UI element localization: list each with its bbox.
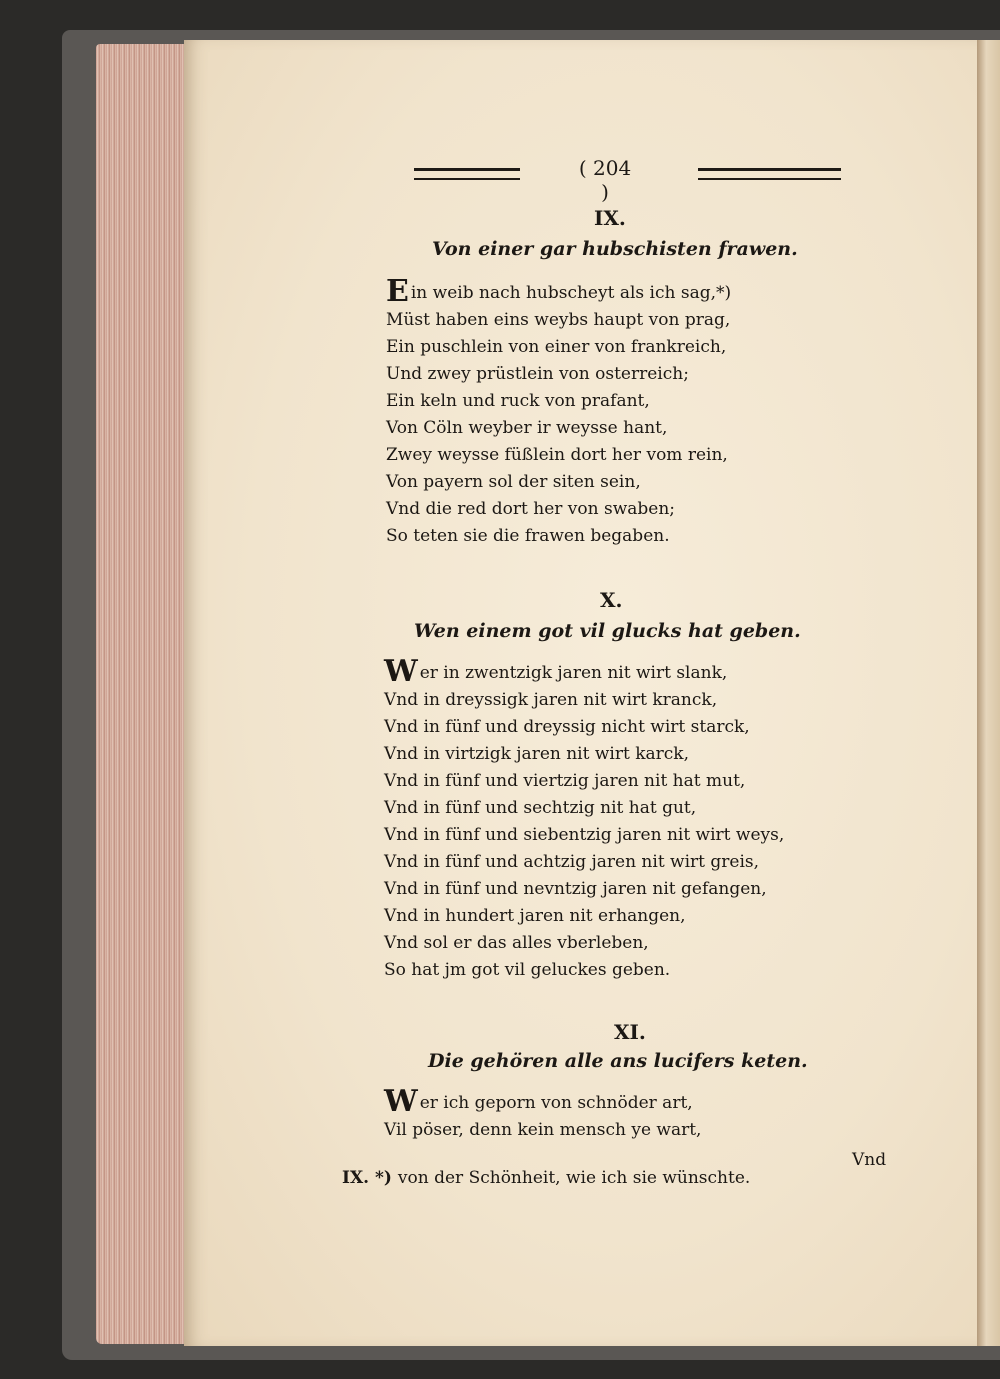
poem-line: Vnd in dreyssigk jaren nit wirt kranck,: [384, 690, 718, 710]
poem-line: Und zwey prüstlein von osterreich;: [386, 364, 689, 384]
poem-line: Wer ich geporn von schnöder art,: [384, 1084, 693, 1119]
poem: [386, 274, 732, 550]
poem-line: Vnd sol er das alles vberleben,: [384, 933, 649, 953]
drop-cap: W: [384, 654, 418, 689]
drop-cap: E: [386, 274, 409, 309]
poem-line: Ein puschlein von einer von frankreich,: [386, 337, 727, 357]
poem: [384, 1084, 702, 1144]
section-title: Die gehören alle ans lucifers keten.: [428, 1050, 808, 1072]
poem-line: Wer in zwentzigk jaren nit wirt slank,: [384, 654, 728, 689]
poem-line: Vnd die red dort her von swaben;: [386, 499, 676, 519]
poem: [384, 654, 785, 984]
poem-line: Vnd in fünf und dreyssig nicht wirt starck,: [384, 717, 750, 737]
catchword: Vnd: [852, 1150, 887, 1170]
poem-line: So teten sie die frawen begaben.: [386, 526, 670, 546]
poem-line: Vnd in hundert jaren nit erhangen,: [384, 906, 686, 926]
poem-line: Ein weib nach hubscheyt als ich sag,*): [386, 274, 732, 309]
poem-line: Vnd in fünf und sechtzig nit hat gut,: [384, 798, 697, 818]
footnote-text: von der Schönheit, wie ich sie wünschte.: [397, 1168, 751, 1188]
poem-line: Vnd in virtzigk jaren nit wirt karck,: [384, 744, 689, 764]
poem-line: Vil pöser, denn kein mensch ye wart,: [384, 1120, 702, 1140]
section-numeral: XI.: [614, 1020, 646, 1044]
poem-line: Müst haben eins weybs haupt von prag,: [386, 310, 731, 330]
section-title: Von einer gar hubschisten frawen.: [432, 238, 798, 260]
page-number: ( 204 ): [578, 156, 632, 204]
section-numeral: X.: [600, 588, 623, 612]
poem-line: Ein keln und ruck von prafant,: [386, 391, 650, 411]
drop-cap: W: [384, 1084, 418, 1119]
poem-line: Vnd in fünf und nevntzig jaren nit gefangen,: [384, 879, 767, 899]
poem-line: Vnd in fünf und achtzig jaren nit wirt greis,: [384, 852, 760, 872]
poem-line: So hat jm got vil geluckes geben.: [384, 960, 671, 980]
poem-line: Zwey weysse füßlein dort her vom rein,: [386, 445, 728, 465]
poem-line: Von payern sol der siten sein,: [386, 472, 641, 492]
section-numeral: IX.: [594, 206, 626, 230]
poem-line: Vnd in fünf und viertzig jaren nit hat mut,: [384, 771, 746, 791]
poem-line: Von Cöln weyber ir weysse hant,: [386, 418, 668, 438]
section-title: Wen einem got vil glucks hat geben.: [414, 620, 801, 642]
footnote: [342, 1168, 750, 1188]
poem-line: Vnd in fünf und siebentzig jaren nit wirt weys,: [384, 825, 785, 845]
footnote-marker: IX. *): [342, 1168, 392, 1188]
